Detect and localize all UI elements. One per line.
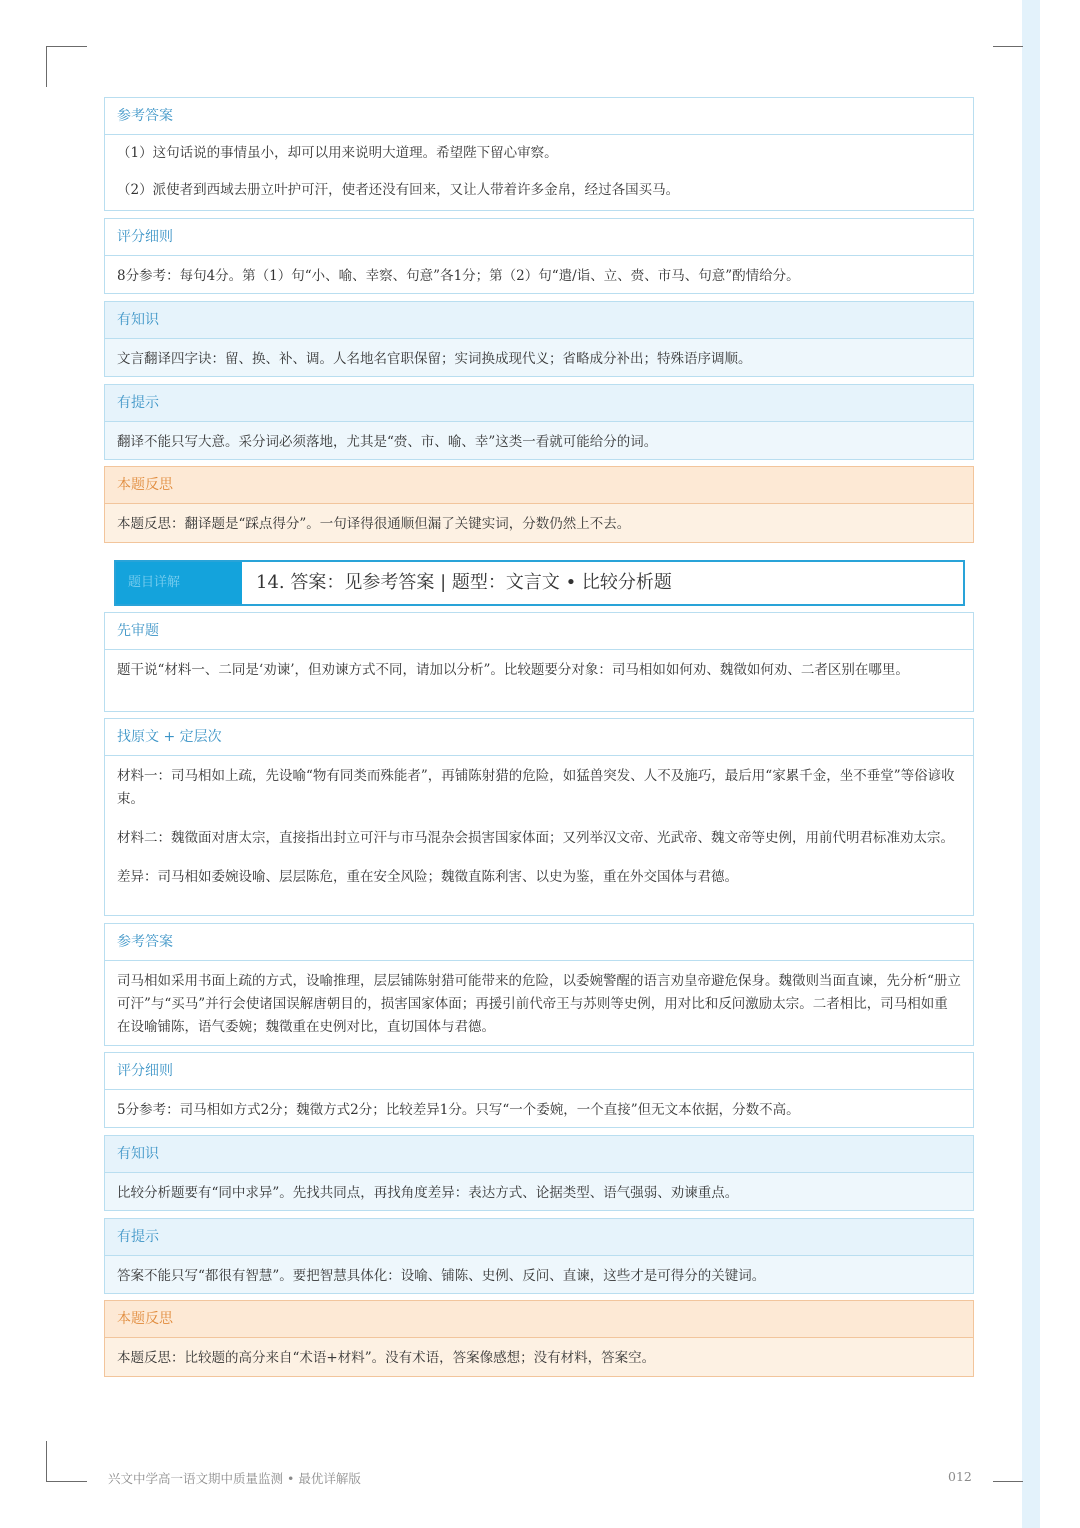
- q13-reflection-header: 本题反思: [105, 467, 973, 504]
- q14-answer-text: 司马相如采用书面上疏的方式，设喻推理，层层铺陈射猎可能带来的危险，以委婉警醒的语言劝皇帝避危保身。魏徵则当面直谏，先分析“册立可汗”与“买马”并行会使诸国误解唐朝目的，损害国家体面；再援引前代帝王与苏则等史例，用对比和反问激励太宗。二者相比，司马相如重在设喻铺陈，语气委婉；魏徵重在史例对比，直切国体与君德。: [117, 973, 961, 1035]
- q13-scoring-box: [104, 218, 974, 294]
- q14-review-box: [104, 612, 974, 712]
- q14-scoring-text: 5分参考：司马相如方式2分；魏徵方式2分；比较差异1分。只写“一个委婉，一个直接”但无文本依据，分数不高。: [117, 1102, 800, 1118]
- q13-answer-line-1: （1）这句话说的事情虽小，却可以用来说明大道理。希望陛下留心审察。: [117, 145, 558, 161]
- crop-mark-bottom-left-v: [46, 1441, 47, 1482]
- q14-locate-header: 找原文 + 定层次: [105, 719, 973, 756]
- q14-title-bar: [114, 560, 965, 606]
- q14-review-text: 题干说“材料一、二同是‘劝谏’，但劝谏方式不同，请加以分析”。比较题要分对象：司马相如如何劝、魏徵如何劝、二者区别在哪里。: [117, 662, 909, 678]
- page-edge-strip: [1022, 0, 1040, 1528]
- q13-reflection-box: [104, 466, 974, 543]
- q14-locate-line-3: 差异：司马相如委婉设喻、层层陈危，重在安全风险；魏徵直陈利害、以史为鉴，重在外交国体与君德。: [117, 869, 738, 885]
- q14-locate-box: [104, 718, 974, 916]
- q14-answer-box: [104, 923, 974, 1046]
- q14-tag: 题目详解: [116, 562, 242, 604]
- q14-reflection-text: 本题反思：比较题的高分来自“术语+材料”。没有术语，答案像感想；没有材料，答案空。: [117, 1350, 656, 1366]
- q13-answer-header: 参考答案: [105, 98, 973, 135]
- q14-title: 14. 答案：见参考答案 | 题型：文言文 • 比较分析题: [256, 572, 672, 593]
- q13-knowledge-text: 文言翻译四字诀：留、换、补、调。人名地名官职保留；实词换成现代义；省略成分补出；特殊语序调顺。: [117, 351, 752, 367]
- q14-tip-header: 有提示: [105, 1219, 973, 1256]
- footer-title: 兴文中学高一语文期中质量监测 • 最优详解版: [108, 1471, 361, 1486]
- q13-tip-header: 有提示: [105, 385, 973, 422]
- page-number: 012: [948, 1469, 972, 1484]
- crop-mark-bottom-right-h: [993, 1481, 1023, 1482]
- crop-mark-top-right-h: [993, 46, 1023, 47]
- crop-mark-top-left-v: [46, 46, 47, 87]
- q14-answer-header: 参考答案: [105, 924, 973, 961]
- q14-knowledge-box: [104, 1135, 974, 1211]
- q13-scoring-text: 8分参考：每句4分。第（1）句“小、喻、幸察、句意”各1分；第（2）句“遣/诣、立、赍、市马、句意”酌情给分。: [117, 268, 800, 284]
- q13-answer-box: [104, 97, 974, 211]
- crop-mark-bottom-left-h: [46, 1481, 87, 1482]
- q13-knowledge-header: 有知识: [105, 302, 973, 339]
- q14-knowledge-text: 比较分析题要有“同中求异”。先找共同点，再找角度差异：表达方式、论据类型、语气强弱、劝谏重点。: [117, 1185, 739, 1201]
- q14-reflection-header: 本题反思: [105, 1301, 973, 1338]
- q13-tip-text: 翻译不能只写大意。采分词必须落地，尤其是“赍、市、喻、幸”这类一看就可能给分的词。: [117, 434, 658, 450]
- q13-knowledge-box: [104, 301, 974, 377]
- q14-tip-text: 答案不能只写“都很有智慧”。要把智慧具体化：设喻、铺陈、史例、反问、直谏，这些才是可得分的关键词。: [117, 1268, 766, 1284]
- q14-reflection-box: [104, 1300, 974, 1377]
- q13-tip-box: [104, 384, 974, 460]
- q14-scoring-box: [104, 1052, 974, 1128]
- q14-locate-line-1: 材料一：司马相如上疏，先设喻“物有同类而殊能者”，再铺陈射猎的危险，如猛兽突发、人不及施巧，最后用“家累千金，坐不垂堂”等俗谚收束。: [117, 768, 955, 807]
- q13-reflection-text: 本题反思：翻译题是“踩点得分”。一句译得很通顺但漏了关键实词，分数仍然上不去。: [117, 516, 631, 532]
- q14-review-header: 先审题: [105, 613, 973, 650]
- q13-scoring-header: 评分细则: [105, 219, 973, 256]
- q13-answer-line-2: （2）派使者到西域去册立叶护可汗，使者还没有回来，又让人带着许多金帛，经过各国买马。: [117, 182, 680, 198]
- crop-mark-top-left-h: [46, 46, 87, 47]
- q14-tip-box: [104, 1218, 974, 1294]
- q14-locate-line-2: 材料二：魏徵面对唐太宗，直接指出封立可汗与市马混杂会损害国家体面；又列举汉文帝、光武帝、魏文帝等史例，用前代明君标准劝太宗。: [117, 830, 954, 846]
- q14-scoring-header: 评分细则: [105, 1053, 973, 1090]
- q14-knowledge-header: 有知识: [105, 1136, 973, 1173]
